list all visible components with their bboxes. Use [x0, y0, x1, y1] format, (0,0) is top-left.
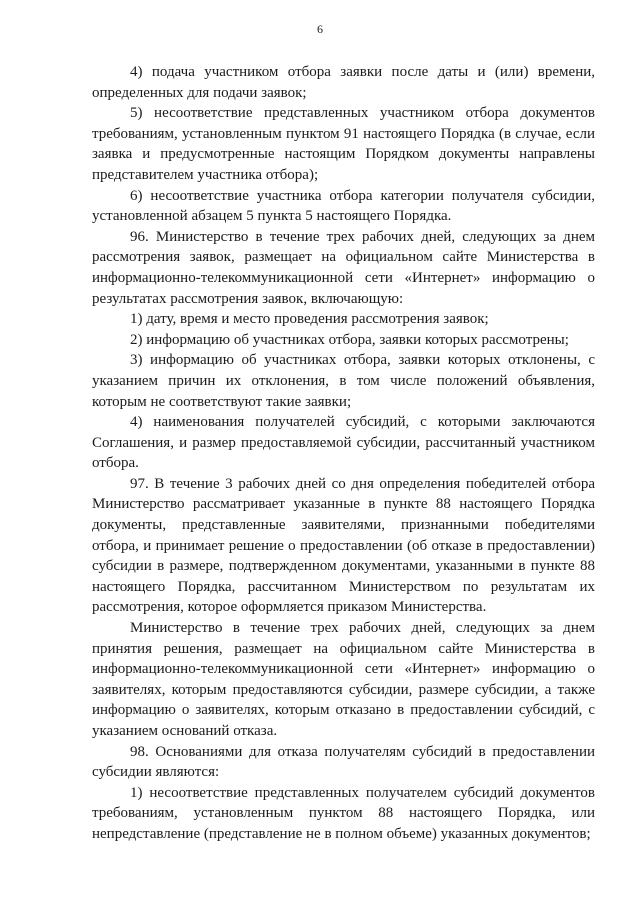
- paragraph-clause-98-item-1: 1) несоответствие представленных получателем субсидий документов требованиям, установленным пунктом 88 настоящего Порядка, или непредставление (представление не в полном объеме) указанных документов;: [92, 784, 595, 842]
- paragraph-clause-96-item-4: 4) наименования получателей субсидий, с которыми заключаются Соглашения, и размер предоставляемой субсидии, рассчитанный участником отбора.: [92, 414, 595, 472]
- paragraph-clause-97-publication: Министерство в течение трех рабочих дней, следующих за днем принятия решения, размещает на официальном сайте Министерства в информационно-телекоммуникационной сети «Интернет» информацию о заявителях, которым предоставляются субсидии, размере субсидии, а также информацию о заявителях, которым отказано в предоставлении субсидий, с указанием оснований отказа.: [92, 620, 595, 739]
- paragraph-clause-96-item-2: 2) информацию об участниках отбора, заявки которых рассмотрены;: [130, 331, 569, 348]
- paragraph-clause-96: 96. Министерство в течение трех рабочих дней, следующих за днем рассмотрения заявок, размещает на официальном сайте Министерства в информационно-телекоммуникационной сети «Интернет» информацию о результатах рассмотрения заявок, включающую:: [92, 228, 595, 307]
- document-body: [92, 62, 595, 845]
- page-number: 6: [317, 22, 323, 36]
- paragraph-clause-96-item-1: 1) дату, время и место проведения рассмотрения заявок;: [130, 311, 489, 328]
- paragraph-item-4-late-submission: 4) подача участником отбора заявки после даты и (или) времени, определенных для подачи заявок;: [92, 64, 595, 101]
- paragraph-clause-96-item-3: 3) информацию об участниках отбора, заявки которых отклонены, с указанием причин их отклонения, в том числе положений объявления, которым не соответствуют такие заявки;: [92, 352, 595, 410]
- paragraph-item-5-document-mismatch: 5) несоответствие представленных участником отбора документов требованиям, установленным пунктом 91 настоящего Порядка (в случае, если заявка и предусмотренные настоящим Порядком документы направлены представителем участника отбора);: [92, 105, 595, 183]
- paragraph-item-6-category-mismatch: 6) несоответствие участника отбора категории получателя субсидии, установленной абзацем 5 пункта 5 настоящего Порядка.: [92, 187, 595, 225]
- paragraph-clause-97: 97. В течение 3 рабочих дней со дня определения победителей отбора Министерство рассматривает указанные в пункте 88 настоящего Порядка документы, представленные заявителями, признанными победителями отбора, и принимает решение о предоставлении (об отказе в предоставлении) субсидии в размере, подтвержденном документами, указанными в пункте 88 настоящего Порядка, рассчитанном Министерством по результатам их рассмотрения, которое оформляется приказом Министерства.: [92, 475, 595, 616]
- paragraph-clause-98: 98. Основаниями для отказа получателям субсидий в предоставлении субсидии являются:: [92, 743, 595, 781]
